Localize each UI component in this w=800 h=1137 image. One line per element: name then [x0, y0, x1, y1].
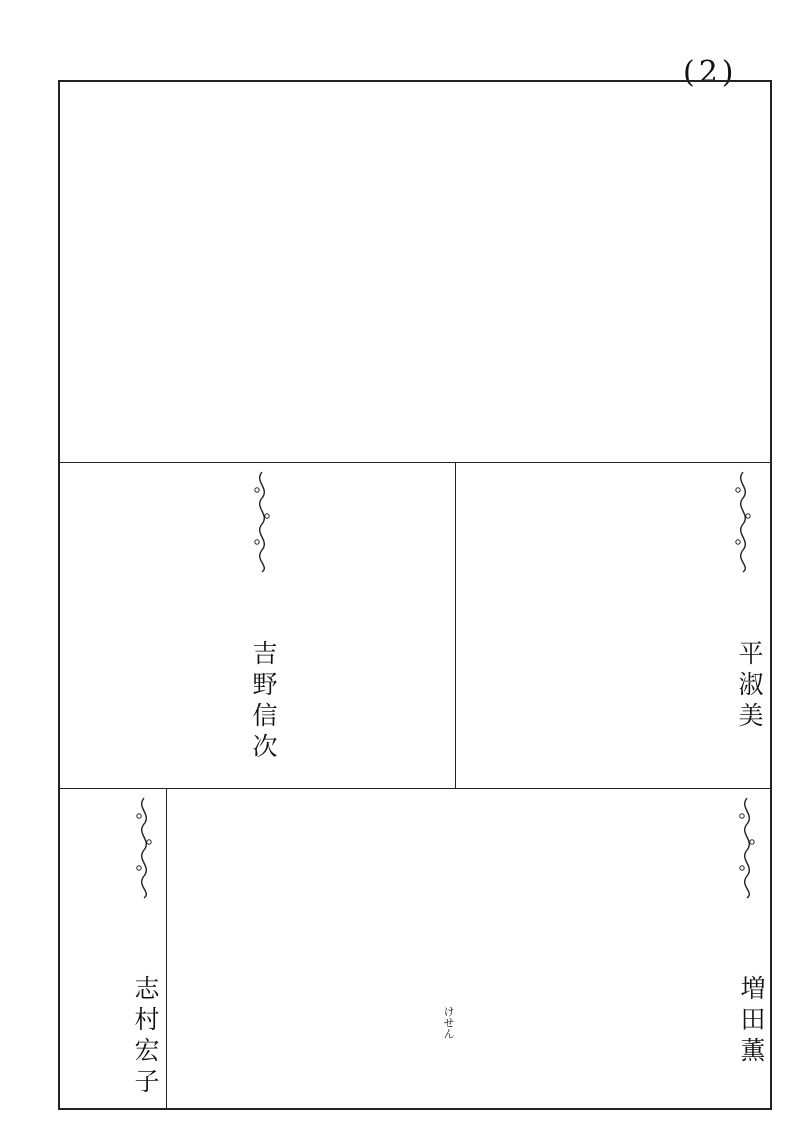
page-number: (2) [683, 55, 738, 90]
ornament-vine-icon [737, 796, 757, 900]
ornament-vine-icon [252, 470, 272, 574]
ornament-vine-icon [733, 470, 753, 574]
author-name: 志村宏子 [131, 975, 160, 1099]
divider-middle-vertical [455, 462, 456, 788]
ruby-annotation: けせん [442, 1006, 455, 1039]
author-name: 平淑美 [735, 640, 764, 733]
divider-top [58, 462, 772, 463]
author-name: 吉野信次 [249, 640, 278, 764]
ornament-vine-icon [134, 796, 154, 900]
author-name: 増田薫 [737, 975, 766, 1068]
divider-bottom-vertical [166, 788, 167, 1110]
